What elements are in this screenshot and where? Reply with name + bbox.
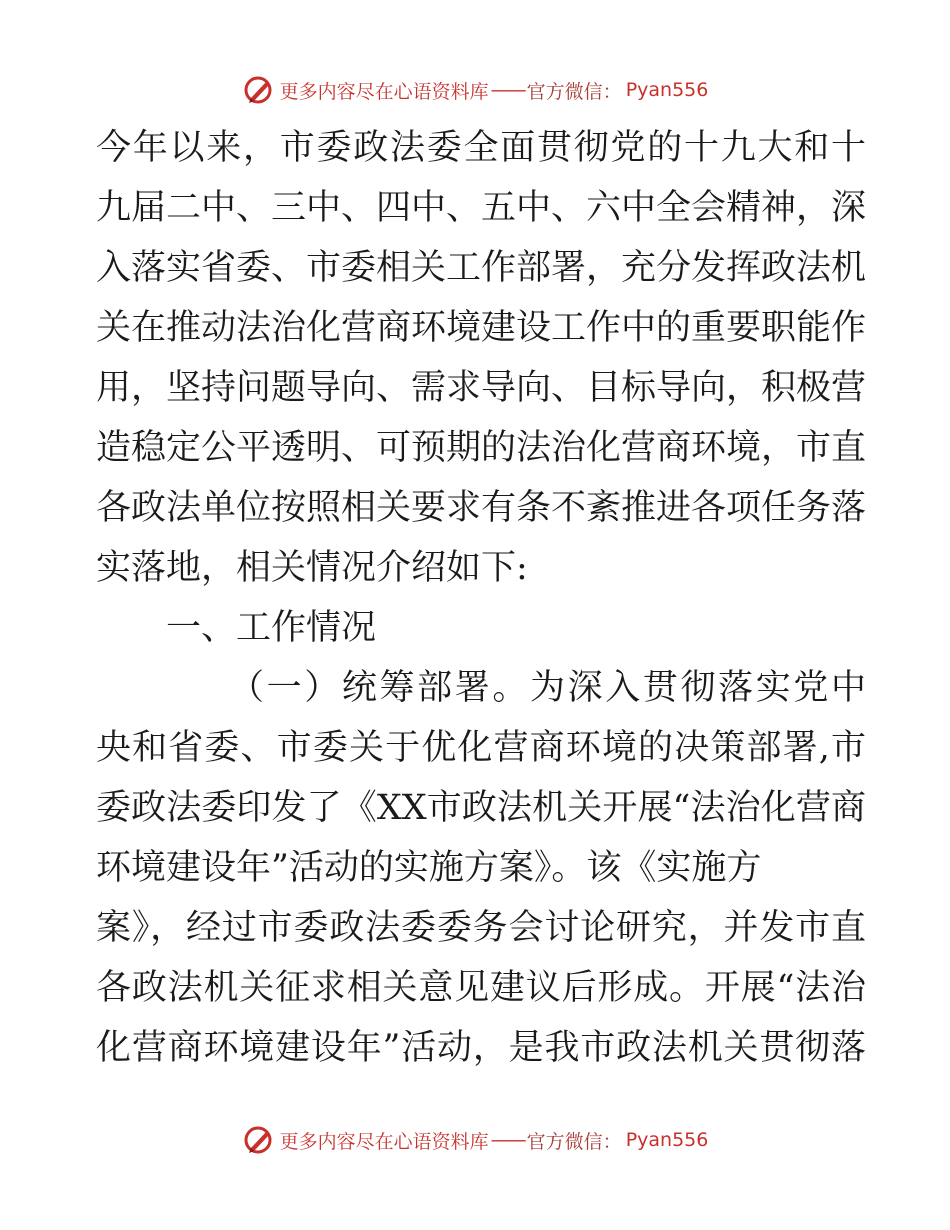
text-line: 九届二中、三中、四中、五中、六中全会精神，深 [96,188,866,228]
text-line: 用，坚持问题导向、需求导向、目标导向，积极营 [96,368,866,408]
banner-dash: —— [490,79,525,101]
text-line: 今年以来，市委政法委全面贯彻党的十九大和十 [96,128,866,168]
text-line: 化营商环境建设年”活动，是我市政法机关贯彻落 [96,1028,866,1068]
text-line: 委政法委印发了《XX市政法机关开展“法治化营商 [96,788,866,828]
banner-brand-text: 更多内容尽在心语资料库 [279,80,489,103]
text-line: 各政法单位按照相关要求有条不紊推进各项任务落 [96,488,866,528]
banner-dash: —— [490,1129,525,1151]
text-line: 环境建设年”活动的实施方案》。该《实施方 [96,848,762,888]
text-line: 造稳定公平透明、可预期的法治化营商环境，市直 [96,428,866,468]
text-line: 实落地，相关情况介绍如下: [96,548,528,588]
subsection-heading-line: （一）统筹部署。为深入贯彻落实党中 [96,668,866,708]
banner-wechat-label: 官方微信： [526,1130,622,1153]
pen-logo-icon [242,1124,274,1156]
pen-logo-icon [242,74,274,106]
banner-wechat-id: Pyan556 [625,1129,709,1151]
banner-brand-text: 更多内容尽在心语资料库 [279,1130,489,1153]
banner-wechat-id: Pyan556 [625,79,709,101]
text-line: 关在推动法治化营商环境建设工作中的重要职能作 [96,308,866,348]
document-body [96,118,866,1078]
header-banner [0,70,950,110]
text-line: 入落实省委、市委相关工作部署，充分发挥政法机 [96,248,866,288]
text-line: 各政法机关征求相关意见建议后形成。开展“法治 [96,968,866,1008]
section-heading: 一、工作情况 [96,608,377,648]
text-line: 央和省委、市委关于优化营商环境的决策部署,市 [96,728,866,768]
footer-banner [0,1120,950,1160]
banner-wechat-label: 官方微信： [526,80,622,103]
text-line: 案》，经过市委政法委委务会讨论研究，并发市直 [96,908,866,948]
